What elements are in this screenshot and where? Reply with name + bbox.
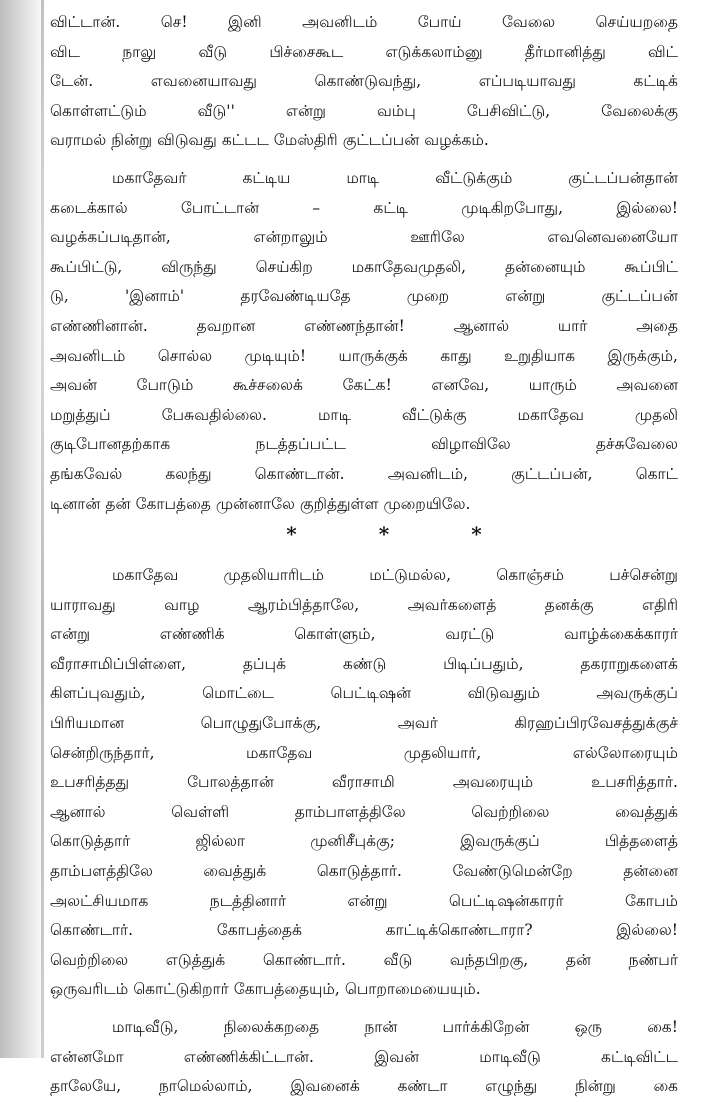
text-line: கொண்டார். கோபத்தைக் காட்டிக்கொண்டாரா? இல்லை! bbox=[50, 921, 678, 940]
text-line: என்று எண்ணிக் கொள்ளும், வரட்டு வாழ்க்கைக்காரர் bbox=[50, 625, 678, 644]
text-line: அவனிடம் சொல்ல முடியும்! யாருக்குக் காது உறுதியாக இருக்கும், bbox=[50, 346, 678, 365]
text-line: தங்கவேல் கலந்து கொண்டான். அவனிடம், குட்டப்பன், கொட் bbox=[50, 464, 678, 483]
paragraph-gap bbox=[50, 553, 678, 561]
text-line: டினான் தன் கோபத்தை முன்னாலே குறித்துள்ள முறையிலே. bbox=[50, 494, 471, 513]
text-line: வெற்றிலை எடுத்துக் கொண்டார். வீடு வந்தபிறகு, தன் நண்பர் bbox=[50, 950, 678, 969]
page-binding-shadow bbox=[0, 0, 44, 1058]
text-line: மாடிவீடு, நிலைக்கறதை நான் பார்க்கிறேன் ஒரு கை! bbox=[112, 1018, 678, 1036]
text-line: கொடுத்தார் ஜில்லா முனிசீபுக்கு; இவருக்குப் பித்தளைத் bbox=[50, 832, 678, 851]
paragraph bbox=[50, 8, 678, 156]
text-line: கூப்பிட்டு, விருந்து செய்கிற மகாதேவமுதலி, தன்னையும் கூப்பிட் bbox=[50, 257, 678, 276]
paragraph-gap bbox=[50, 1005, 678, 1013]
separator-asterisk: * bbox=[471, 522, 482, 547]
text-line: மகாதேவ முதலியாரிடம் மட்டுமல்ல, கொஞ்சம் பச்சென்று bbox=[112, 566, 678, 585]
text-line: டு, 'இனாம்' தரவேண்டியதே முறை என்று குட்டப்பன் bbox=[50, 287, 678, 306]
text-line: சென்றிருந்தார், மகாதேவ முதலியார், எல்லோரையும் bbox=[50, 743, 678, 762]
text-line: விட்டான். செ! இனி அவனிடம் போய் வேலை செய்யறதை bbox=[50, 13, 678, 31]
page-text bbox=[50, 8, 678, 1102]
text-line: வராமல் நின்று விடுவது கட்டட மேஸ்திரி குட்டப்பன் வழக்கம். bbox=[50, 131, 489, 150]
paragraph bbox=[50, 561, 678, 1005]
paragraph bbox=[50, 164, 678, 519]
text-line: டேன். எவனையாவது கொண்டுவந்து, எப்படியாவது கட்டிக் bbox=[50, 72, 678, 91]
paragraph bbox=[50, 1013, 678, 1102]
separator-asterisk: * bbox=[378, 522, 390, 547]
text-line: குடிபோனதற்காக நடத்தப்பட்ட விழாவிலே தச்சுவேலை bbox=[50, 435, 678, 454]
text-line: தாலேயே, நாமெல்லாம், இவனைக் கண்டா எழுந்து நின்று கை bbox=[50, 1077, 678, 1096]
text-line: வீராசாமிப்பிள்ளை, தப்புக் கண்டு பிடிப்பதும், தகராறுகளைக் bbox=[50, 654, 678, 673]
text-line: அவன் போடும் கூச்சலைக் கேட்க! எனவே, யாரும் அவனை bbox=[50, 376, 678, 395]
text-line: தாம்பளத்திலே வைத்துக் கொடுத்தார். வேண்டுமென்றே தன்னை bbox=[50, 862, 678, 881]
text-line: என்னமோ எண்ணிக்கிட்டான். இவன் மாடிவீடு கட்டிவிட்ட bbox=[50, 1047, 678, 1066]
text-line: மறுத்துப் பேசுவதில்லை. மாடி வீட்டுக்கு மகாதேவ முதலி bbox=[50, 405, 678, 424]
text-line: விட நாலு வீடு பிச்சைகூட எடுக்கலாம்னு தீர்மானித்து விட் bbox=[50, 42, 678, 61]
text-line: உபசரித்தது போலத்தான் வீராசாமி அவரையும் உபசரித்தார். bbox=[50, 773, 678, 792]
text-line: வழக்கப்படிதான், என்றாலும் ஊரிலே எவனெவனையோ bbox=[50, 228, 678, 247]
text-line: அலட்சியமாக நடத்தினார் என்று பெட்டிஷன்காரர் கோபம் bbox=[50, 891, 678, 910]
text-line: பிரியமான பொழுதுபோக்கு, அவர் கிரஹப்பிரவேசத்துக்குச் bbox=[50, 714, 678, 733]
paragraph-gap bbox=[50, 156, 678, 164]
text-line: கொள்ளட்டும் வீடு'' என்று வம்பு பேசிவிட்டு, வேலைக்கு bbox=[50, 101, 678, 120]
text-line: யாராவது வாழ ஆரம்பித்தாலே, அவர்களைத் தனக்கு எதிரி bbox=[50, 595, 678, 614]
text-line: கிளப்புவதும், மொட்டை பெட்டிஷன் விடுவதும் அவருக்குப் bbox=[50, 684, 678, 703]
section-separator bbox=[50, 519, 678, 553]
text-line: ஒருவரிடம் கொட்டுகிறார் கோபத்தையும், பொறாமையையும். bbox=[50, 980, 481, 999]
text-line: மகாதேவர் கட்டிய மாடி வீட்டுக்கும் குட்டப்பன்தான் bbox=[112, 168, 678, 187]
text-line: ஆனால் வெள்ளி தாம்பாளத்திலே வெற்றிலை வைத்துக் bbox=[50, 802, 678, 821]
separator-asterisk: * bbox=[286, 522, 297, 547]
text-line: எண்ணினான். தவறான எண்ணந்தான்! ஆனால் யார் அதை bbox=[50, 316, 678, 335]
text-line: கடைக்கால் போட்டான் – கட்டி முடிகிறபோது, இல்லை! bbox=[50, 198, 678, 217]
